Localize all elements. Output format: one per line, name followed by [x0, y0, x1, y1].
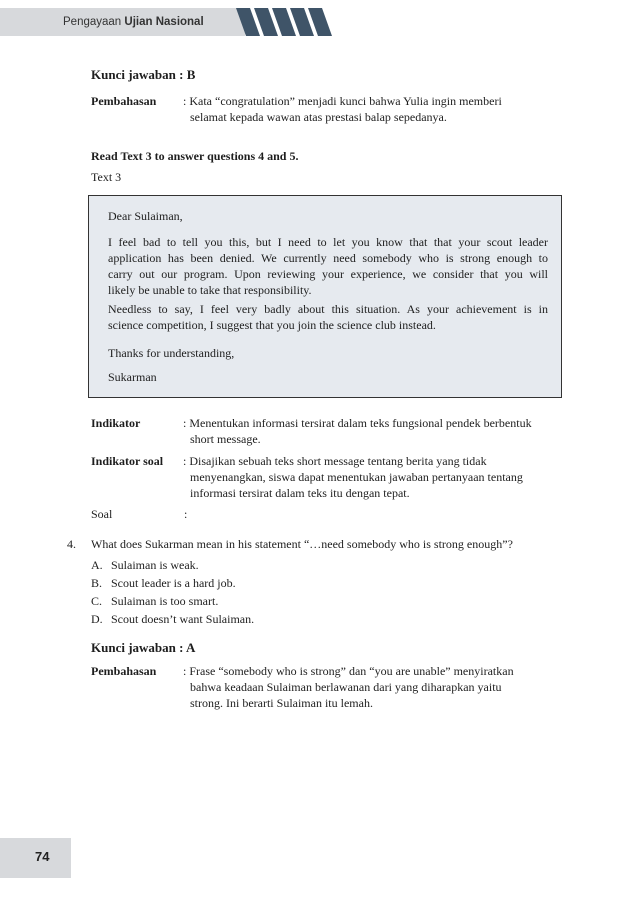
pembahasan-line: bahwa keadaan Sulaiman berlawanan dari yang diharapkan yaitu [190, 680, 502, 694]
option-letter: C. [91, 594, 103, 608]
indikator-line: : Menentukan informasi tersirat dalam teks fungsional pendek berbentuk [183, 416, 532, 430]
header-prefix: Pengayaan [63, 16, 122, 28]
page-number: 74 [35, 849, 50, 864]
option-text: Scout doesn’t want Sulaiman. [111, 612, 255, 626]
letter-greeting: Dear Sulaiman, [108, 209, 183, 223]
indikator-soal-line: : Disajikan sebuah teks short message tentang berita yang tidak [183, 454, 487, 468]
header-stripes-decoration [236, 8, 336, 36]
letter-line: I feel bad to tell you this, but I need to let you know that that your scout leader [108, 235, 548, 249]
letter-line: likely be unable to take that responsibility. [108, 283, 312, 297]
letter-closing: Thanks for understanding, [108, 346, 235, 360]
indikator-line: short message. [190, 432, 261, 446]
pembahasan-label-1: Pembahasan [91, 94, 157, 108]
letter-line: science competition, I suggest that you join the science club instead. [108, 318, 436, 332]
pembahasan-line: : Kata “congratulation” menjadi kunci bahwa Yulia ingin memberi [183, 94, 502, 108]
letter-line: carry out our program. Upon reviewing your experience, we consider that you will [108, 267, 548, 281]
pembahasan-line: strong. Ini berarti Sulaiman itu lemah. [190, 696, 373, 710]
text-label: Text 3 [91, 170, 122, 184]
option-text: Sulaiman is weak. [111, 558, 199, 572]
option-letter: B. [91, 576, 103, 590]
soal-colon: : [184, 507, 188, 521]
header-title [63, 8, 204, 36]
letter-signature: Sukarman [108, 370, 157, 384]
reading-instruction: Read Text 3 to answer questions 4 and 5. [91, 149, 299, 163]
soal-label: Soal [91, 507, 113, 521]
option-text: Sulaiman is too smart. [111, 594, 219, 608]
indikator-label: Indikator [91, 416, 141, 430]
question-number: 4. [67, 537, 76, 551]
answer-key-1: Kunci jawaban : B [91, 67, 196, 82]
indikator-soal-line: menyenangkan, siswa dapat menentukan jawaban pertanyaan tentang [190, 470, 523, 484]
question-text: What does Sukarman mean in his statement “…need somebody who is strong enough”? [91, 537, 513, 551]
answer-key-2: Kunci jawaban : A [91, 640, 196, 655]
option-letter: A. [91, 558, 103, 572]
option-text: Scout leader is a hard job. [111, 576, 236, 590]
header-title-bold: Ujian Nasional [124, 16, 204, 28]
letter-line: application has been denied. We currently need somebody who is strong enough to [108, 251, 548, 265]
indikator-soal-label: Indikator soal [91, 454, 164, 468]
option-letter: D. [91, 612, 103, 626]
letter-line: Needless to say, I feel very badly about this situation. As your achievement is in [108, 302, 548, 316]
pembahasan-label-2: Pembahasan [91, 664, 157, 678]
indikator-soal-line: informasi tersirat dalam teks itu dengan tepat. [190, 486, 410, 500]
pembahasan-line: : Frase “somebody who is strong” dan “you are unable” menyiratkan [183, 664, 514, 678]
pembahasan-line: selamat kepada wawan atas prestasi balap sepedanya. [190, 110, 447, 124]
